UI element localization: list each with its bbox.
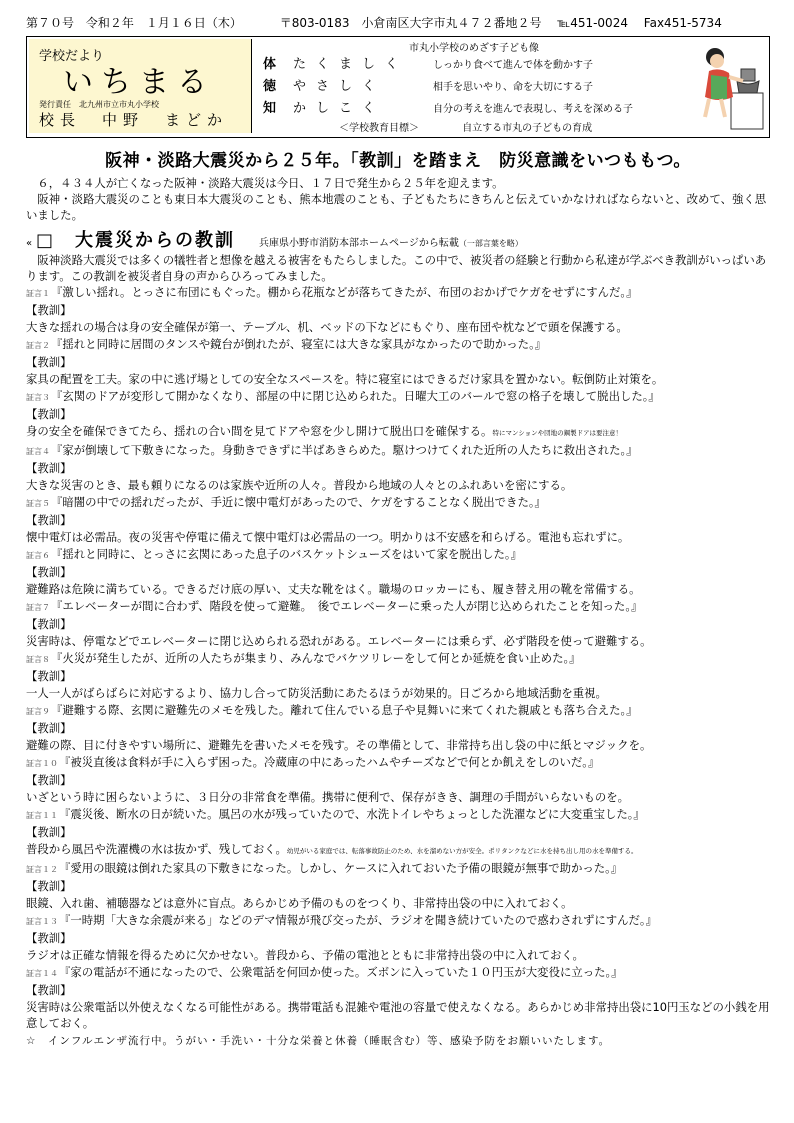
lesson-text: いざという時に困らないように、３日分の非常食を準備。携帯に便利で、保存がきき、調理の手間がいらないものを。 [26,790,630,804]
testimony-tag: 証言１３ [26,917,58,926]
testimony-row [26,388,770,406]
testimony-text: 『火災が発生したが、近所の人たちが集まり、みんなでバケツリレーをして何とか延焼を食い止めた。』 [51,651,581,665]
testimony-row [26,336,770,354]
testimony-text: 『家の電話が不通になったので、公衆電話を何回か使った。ズボンに入っていた１０円玉が大変役に立った。』 [59,965,623,979]
goal-key: 知 [263,101,277,116]
testimony-text: 『愛用の眼鏡は倒れた家具の下敷きになった。しかし、ケースに入れておいた予備の眼鏡が無事で助かった。』 [59,861,623,875]
footer-notice: ☆ インフルエンザ流行中。うがい・手洗い・十分な栄養と休養（睡眠含む）等、感染予防をお願いいたします。 [26,1035,611,1047]
testimony-tag: 証言７ [26,603,50,612]
testimony-tag: 証言１ [26,289,50,298]
lesson-label: 【教訓】 [26,825,72,839]
lesson-label: 【教訓】 [26,303,72,317]
goal-body [263,53,693,72]
testimony-tag: 証言１０ [26,759,58,768]
lesson-row [26,685,770,702]
lesson-row [26,371,770,388]
testimony-text: 『家が倒壊して下敷きになった。身動きできずに半ばあきらめた。駆けつけてくれた近所の人たちに救出された。』 [51,443,638,457]
lesson-row [26,737,770,754]
goals-title: 市丸小学校のめざす子ども像 [409,43,539,54]
school-tel: ℡451-0024 [557,16,628,30]
main-headline: 阪神・淡路大震災から２５年。「教訓」を踏まえ 防災意識をいつももつ。 [105,151,691,171]
intro-paragraph: ６，４３４人が亡くなった阪神・淡路大震災は今日、１７日で発生から２５年を迎えます。 [37,176,504,190]
lesson-text: 大きな揺れの場合は身の安全確保が第一、テーブル、机、ベッドの下などにもぐり、座布団や枕などで頭を保護する。 [26,320,628,334]
testimony-text: 『暗闇の中での揺れだったが、手近に懐中電灯があったので、ケガをすることなく脱出できた。』 [51,495,546,509]
testimony-row [26,546,770,564]
lesson-row [26,789,770,806]
school-goals [259,37,699,135]
intro-paragraph: 阪神・淡路大震災のことも東日本大震災のことも、熊本地震のことも、子どもたちにきちんと伝えていかなければならないと、改めて、強く思いました。 [26,192,767,222]
testimony-text: 『震災後、断水の日が続いた。風呂の水が残っていたので、水洗トイレやちょっとした洗濯などに大変重宝した。』 [59,807,645,821]
goal-word: かしこく [293,101,386,116]
testimony-row [26,806,770,824]
goal-key: 徳 [263,79,277,94]
lesson-label: 【教訓】 [26,355,72,369]
lesson-row [26,947,770,964]
testimony-row [26,964,770,982]
goal-word: たくましく [293,57,409,72]
testimony-text: 『避難する際、玄関に避難先のメモを残した。離れて住んでいる息子や見舞いに来てくれた親戚とも落ち合えた。』 [51,703,638,717]
header-box [26,36,770,138]
section-mark: « [26,238,33,249]
testimony-tag: 証言６ [26,551,50,560]
lesson-label: 【教訓】 [26,721,72,735]
lesson-label: 【教訓】 [26,513,72,527]
lesson-label: 【教訓】 [26,407,72,421]
lesson-text: 災害時は公衆電話以外使えなくなる可能性がある。携帯電話も混雑や電池の容量で使えなくなる。あらかじめ非常持出袋に10円玉などの小銭を用意しておく。 [26,1000,770,1030]
testimony-row [26,284,770,302]
lesson-label: 【教訓】 [26,461,72,475]
lesson-note: 幼児がいる家庭では、転落事故防止のため、水を溜めない方が安全。ポリタンクなどに水を持ち出し用の水を準備する。 [286,847,638,855]
goals-caption-right: 自立する市丸の子どもの育成 [462,123,593,134]
lesson-row [26,633,770,650]
lesson-text: 家具の配置を工夫。家の中に逃げ場としての安全なスペースを。特に寝室にはできるだけ家具を置かない。転倒防止対策を。 [26,372,664,386]
testimony-text: 『揺れと同時に居間のタンスや鏡台が倒れたが、寝室には大きな家具がなかったので助かった。』 [51,337,547,351]
lesson-text: 避難の際、目に付きやすい場所に、避難先を書いたメモを残す。その準備として、非常持ち出し袋の中に紙とマジックを。 [26,738,652,752]
goals-caption-left: ＜学校教育目標＞ [339,123,419,134]
school-address: 〒803-0183 小倉南区大字市丸４７２番地２号 [279,16,542,30]
lesson-text: 眼鏡、入れ歯、補聴器などは意外に盲点。あらかじめ予備のものをつくり、非常持出袋の中に入れておく。 [26,896,573,910]
lesson-label: 【教訓】 [26,773,72,787]
testimony-tag: 証言３ [26,393,50,402]
lesson-text: 災害時は、停電などでエレベーターに閉じ込められる恐れがある。エレベーターには乗らず、必ず階段を使って避難する。 [26,634,652,648]
lesson-text: 身の安全を確保できてたら、揺れの合い間を見てドアや窓を少し開けて脱出口を確保する。 [26,424,493,438]
masthead-title: いちまる [63,65,215,100]
lesson-text: ラジオは正確な情報を得るために欠かせない。普段から、予備の電池とともに非常持出袋の中に入れておく。 [26,948,584,962]
section-note: （一部言葉を略） [458,239,523,248]
testimony-tag: 証言４ [26,447,50,456]
lesson-row [26,423,770,442]
lesson-row [26,581,770,598]
lesson-note: 特にマンションや団地の鋼製ドアは要注意！ [492,429,622,437]
goal-desc: しっかり食べて進んで体を動かす子 [433,60,593,71]
goal-word: やさしく [293,79,386,94]
testimony-row [26,598,770,616]
masthead-principal: 校長 中野 まどか [39,111,229,129]
section-source: 兵庫県小野市消防本部ホームページから転載 [259,238,459,249]
newsletter-page [26,12,770,1048]
header-info-line [26,12,770,34]
testimony-row [26,754,770,772]
masthead-subtitle: 学校だより [39,49,105,64]
testimony-tag: 証言１４ [26,969,58,978]
lesson-row [26,999,770,1031]
issue-number: 第７０号 [26,16,75,30]
testimony-tag: 証言２ [26,341,50,350]
testimony-list [26,284,770,1031]
section-lead: 阪神淡路大震災では多くの犠牲者と想像を越える被害をもたらしました。この中で、被災者の経験と行動から私達が学ぶべき教訓がいっぱいあります。この教訓を被災者自身の声からひろってみました。 [26,253,767,283]
goals-caption [339,119,592,134]
school-fax: Fax451-5734 [643,16,722,30]
testimony-row [26,650,770,668]
lesson-row [26,319,770,336]
goal-wisdom [263,97,693,116]
lesson-label: 【教訓】 [26,931,72,945]
goal-virtue [263,75,693,94]
lesson-text: 普段から風呂や洗濯機の水は抜かず、残しておく。 [26,842,287,856]
lesson-label: 【教訓】 [26,565,72,579]
masthead [29,39,252,133]
masthead-issuer: 発行責任 北九州市立市丸小学校 [39,100,159,109]
testimony-tag: 証言５ [26,499,50,508]
lesson-label: 【教訓】 [26,669,72,683]
lesson-text: 避難路は危険に満ちている。できるだけ底の厚い、丈夫な靴をはく。職場のロッカーにも、履き替え用の靴を常備する。 [26,582,641,596]
cooking-girl-illustration-icon [701,41,765,131]
goal-desc: 自分の考えを進んで表現し、考えを深める子 [433,104,633,115]
lesson-label: 【教訓】 [26,617,72,631]
testimony-tag: 証言１１ [26,811,58,820]
lesson-row [26,841,770,860]
issue-date: 令和２年 １月１６日（木） [85,16,242,30]
testimony-row [26,860,770,878]
lesson-text: 一人一人がばらばらに対応するより、協力し合って防災活動にあたるほうが効果的。日ごろから地域活動を重視。 [26,686,607,700]
goal-desc: 相手を思いやり、命を大切にする子 [433,82,593,93]
testimony-text: 『一時期「大きな余震が来る」などのデマ情報が飛び交ったが、ラジオを聞き続けていたので惑わされずにすんだ。』 [59,913,658,927]
testimony-text: 『被災直後は食料が手に入らず困った。冷蔵庫の中にあったハムやチーズなどで何とか飢えをしのいだ。』 [59,755,600,769]
lesson-row [26,895,770,912]
testimony-row [26,912,770,930]
testimony-text: 『揺れと同時に、とっさに玄関にあった息子のバスケットシューズをはいて家を脱出した。』 [51,547,522,561]
lesson-text: 懐中電灯は必需品。夜の災害や停電に備えて懐中電灯は必需品の一つ。明かりは不安感を和らげる。電池も忘れずに。 [26,530,630,544]
testimony-row [26,494,770,512]
section-title: □ 大震災からの教訓 [36,230,236,251]
testimony-row [26,702,770,720]
testimony-tag: 証言１２ [26,865,58,874]
testimony-row [26,442,770,460]
testimony-text: 『激しい揺れ。とっさに布団にもぐった。棚から花瓶などが落ちてきたが、布団のおかげでケガをせずにすんだ。』 [51,285,638,299]
lesson-row [26,529,770,546]
lesson-row [26,477,770,494]
lesson-text: 大きな災害のとき、最も頼りになるのは家族や近所の人々。普段から地域の人々とのふれあいを密にする。 [26,478,573,492]
testimony-tag: 証言８ [26,655,50,664]
intro [26,175,770,223]
lesson-label: 【教訓】 [26,983,72,997]
lesson-label: 【教訓】 [26,879,72,893]
testimony-text: 『エレベーターが間に合わず、階段を使って避難。 後でエレベーターに乗った人が閉じ込められたことを知った。』 [51,599,643,613]
goal-key: 体 [263,57,277,72]
testimony-tag: 証言９ [26,707,50,716]
testimony-text: 『玄関のドアが変形して開かなくなり、部屋の中に閉じ込められた。日曜大工のバールで窓の格子を壊して脱出した。』 [51,389,660,403]
section-heading [26,226,770,252]
